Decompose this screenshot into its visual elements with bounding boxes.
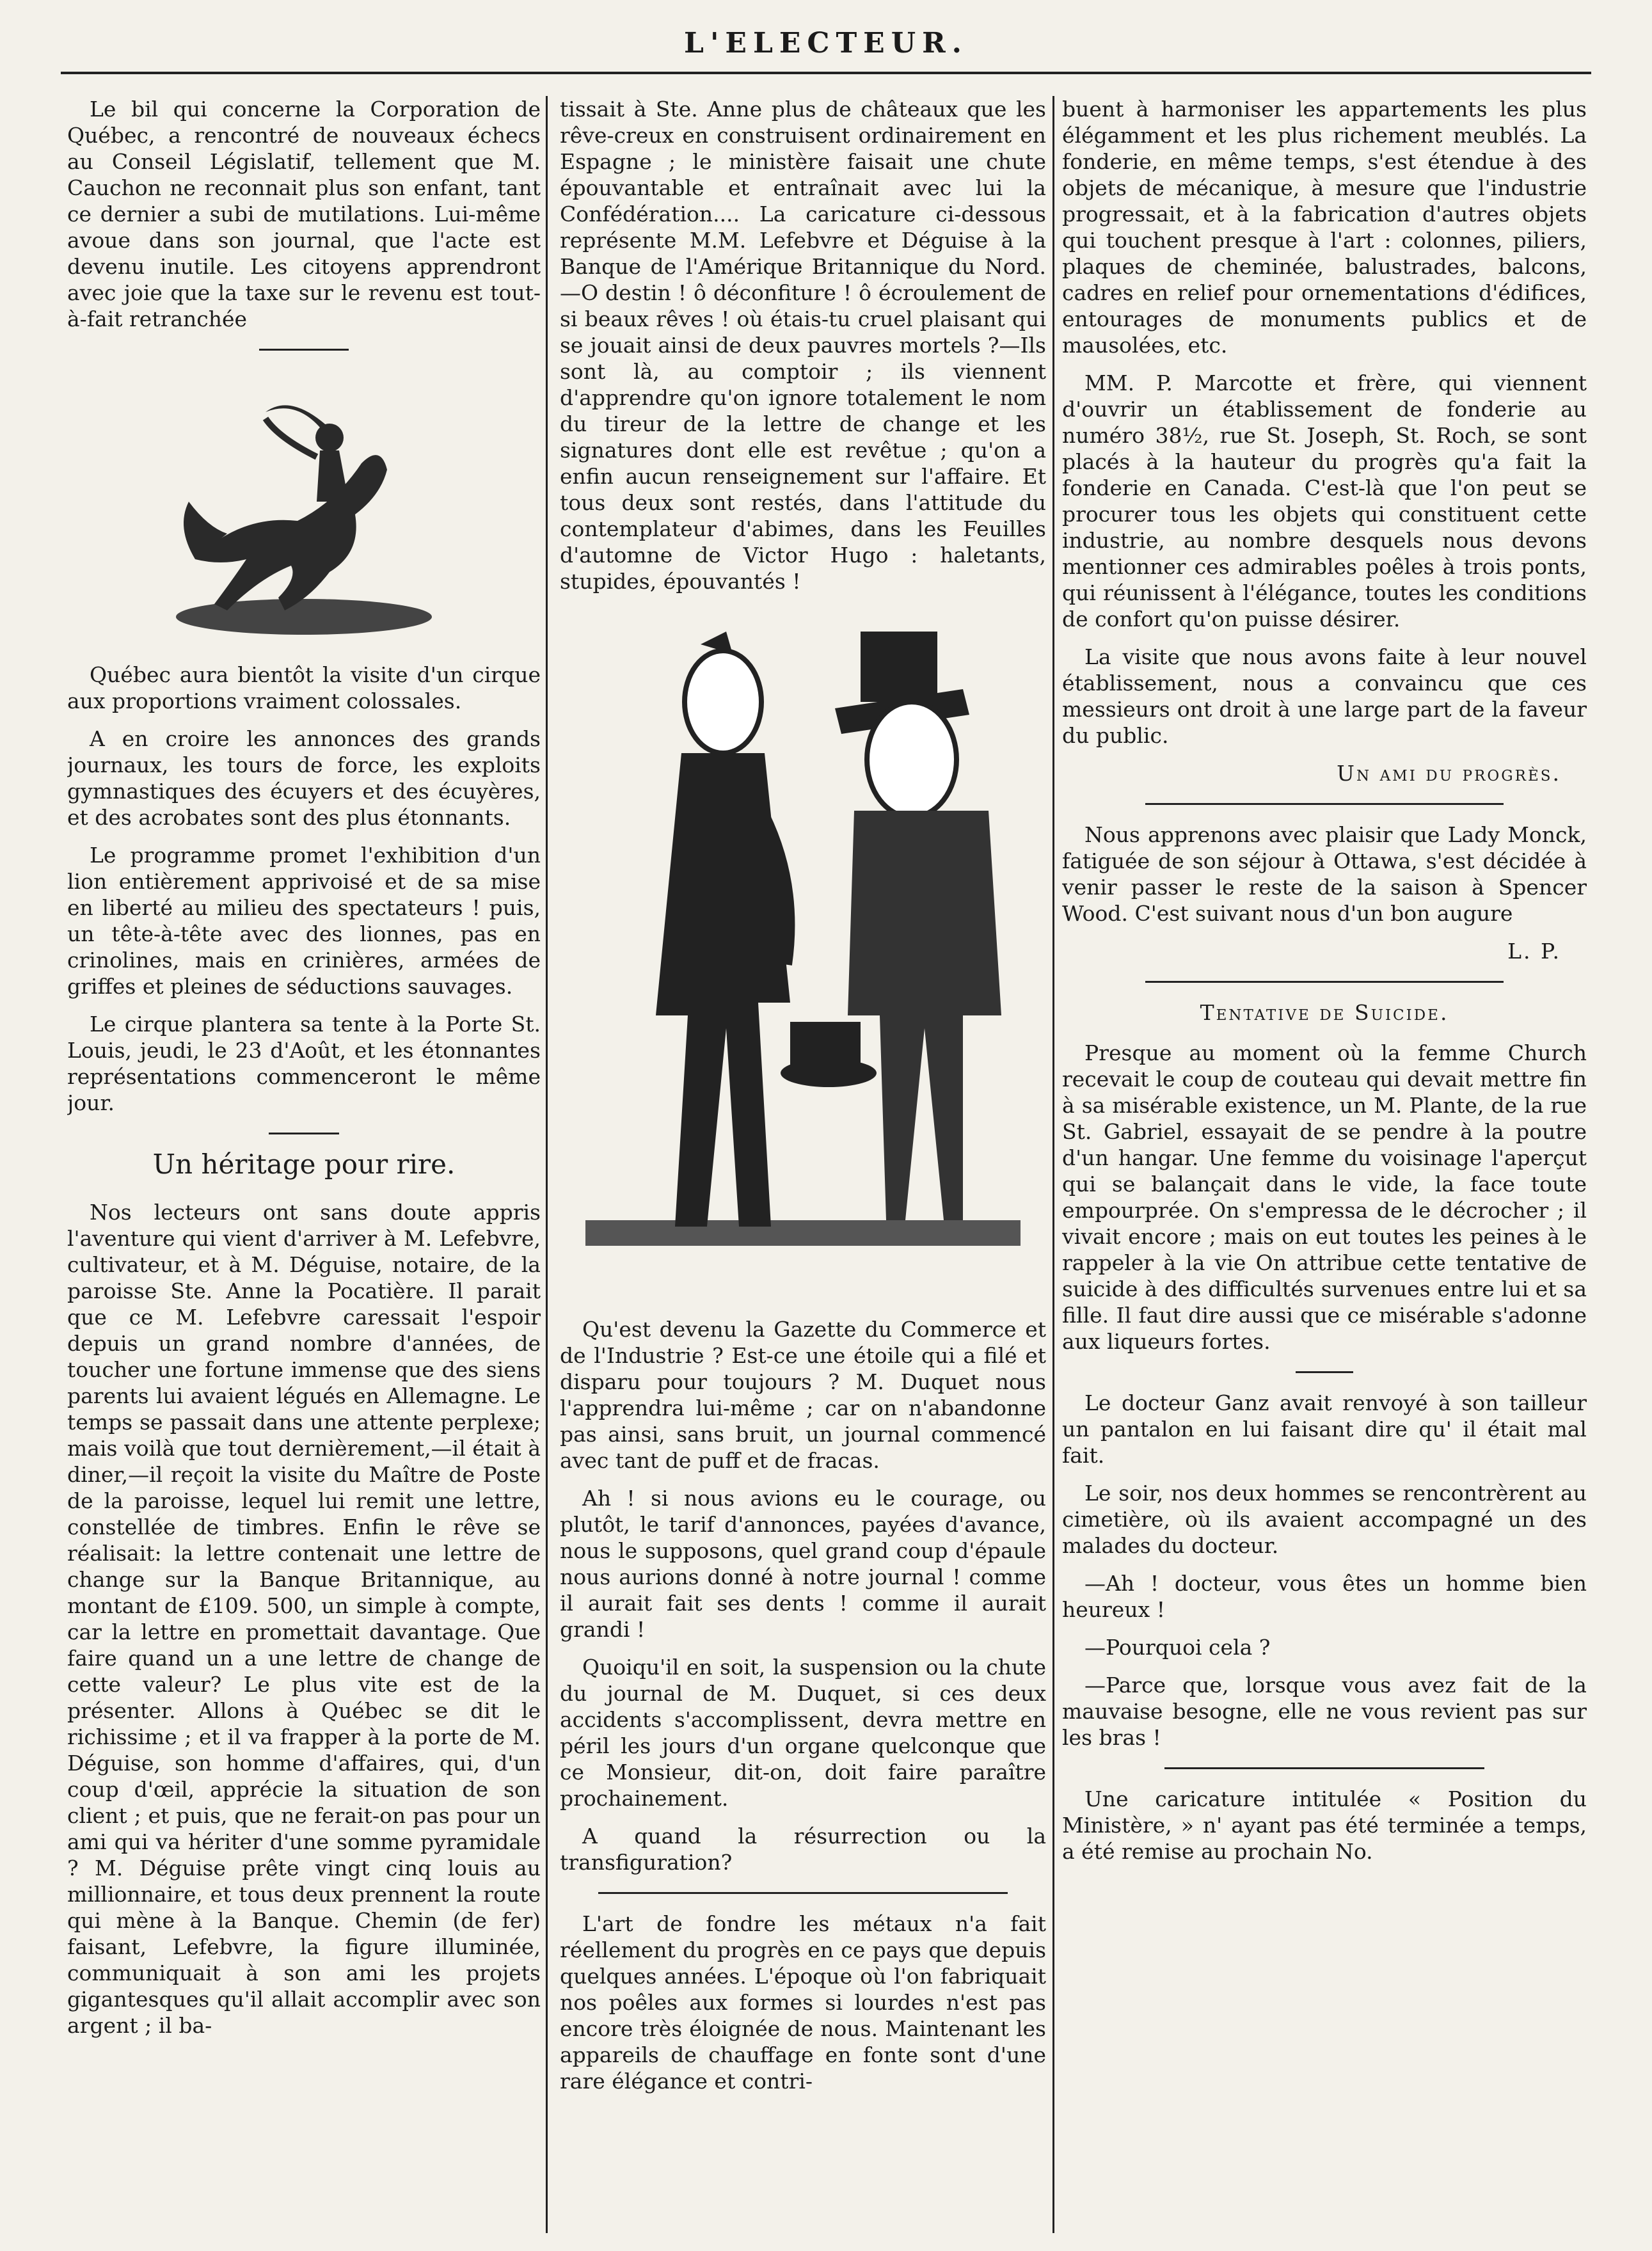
foundry-article-continued: buent à harmoniser les appartements les plus élégamment et les plus richement meublés. La fonderie, en même temps, s'est étendue à des objets de mécanique, à mesure que l'industrie progressait, et à la fabrication d'autres objets qui touchent presque à l'art : colonnes, piliers, plaques de cheminée, balustrades, balcons, cadres en relief pour ornementations d'édifices, entourages de monuments publics et de mausolées, etc. <box>1062 97 1587 358</box>
circus-location: Le cirque plantera sa tente à la Porte St. Louis, jeudi, le 23 d'Août, et les étonnantes représentations commenceront le même jour. <box>67 1012 541 1115</box>
circus-intro: Québec aura bientôt la visite d'un cirque aux proportions vraiment colossales. <box>67 662 541 713</box>
article-heritage-continued: tissait à Ste. Anne plus de châteaux que les rêve-creux en construisent ordinairement en Espagne ; le ministère faisait une chute épouvantable et entraînait avec lui la Confédération.... La caricature ci-dessous représente M.M. Lefebvre et Déguise à la Banque de l'Amérique Britannique du Nord.—O destin ! ô déconfiture ! ô écroulement de si beaux rêves ! où étais-tu cruel plaisant qui se jouait ainsi de deux pauvres mortels ?—Ils sont là, au comptoir ; ils viennent d'apprendre qu'on ignore totalement le nom du tireur de la lettre de change et les signatures dont elle est revêtue ; qu'on a enfin aucun renseignement sur l'affaire. Et tous deux sont restés, dans l'attitude du contemplateur d'abimes, dans les Feuilles d'automne de Victor Hugo : haletants, stupides, épouvantés ! <box>560 97 1046 594</box>
suicide-article: Presque au moment où la femme Church recevait le coup de couteau qui devait mettre fin à sa misérable existence, un M. Plante, de la rue St. Gabriel, essayait de se pendre à la poutre d'un hangar. Une femme du voisinage l'aperçut qui se balançait dans le vide, la face toute empourprée. On s'empressa de le décrocher ; il vivait encore ; mais on eut toutes les peines à le rappeler à la vie On attribue cette tentative de suicide à des difficultés survenues entre lui et sa fille. Il faut dire aussi que ce misérable s'adonne aux liqueurs fortes. <box>1062 1040 1587 1354</box>
newspaper-title: L'ELECTEUR. <box>684 27 968 60</box>
column-3 <box>1062 96 1587 2233</box>
column-divider-1 <box>546 96 548 2233</box>
caricature-notice: Une caricature intitulée « Position du Ministère, » n' ayant pas été terminée a temps, a été remise au prochain No. <box>1062 1786 1587 1864</box>
heading-suicide: Tentative de Suicide. <box>1200 1000 1449 1025</box>
suspension-paragraph: Quoiqu'il en soit, la suspension ou la chute du journal de M. Duquet, si ces deux accidents s'accomplissent, devra mettre en péril les jours d'un organe quelconque que ce Monsieur, dit-on, doit faire paraître prochainement. <box>560 1655 1046 1811</box>
column-divider-2 <box>1052 96 1054 2233</box>
masthead <box>0 0 1652 77</box>
ganz-dialogue-2: —Pourquoi cela ? <box>1084 1635 1271 1660</box>
separator <box>259 349 349 351</box>
separator <box>269 1133 339 1134</box>
ganz-dialogue-1: —Ah ! docteur, vous êtes un homme bien heureux ! <box>1062 1571 1587 1622</box>
advertising-paragraph: Ah ! si nous avions eu le courage, ou plutôt, le tarif d'annonces, payées d'avance, nous le supposons, quel grand coup d'épaule nous aurions donné à notre journal ! comme il aurait fait ses dents ! comme il aurait grandi ! <box>560 1486 1046 1642</box>
resurrection-question: A quand la résurrection ou la transfiguration? <box>560 1824 1046 1875</box>
article-heritage: Nos lecteurs ont sans doute appris l'aventure qui vient d'arriver à M. Lefebvre, cultivateur, et à M. Déguise, notaire, de la paroisse Ste. Anne la Pocatière. Il parait que ce M. Lefebvre caressait l'espoir depuis un grand nombre d'années, de toucher une fortune immense que des siens parents lui avaient légués en Allemagne. Le temps se passait dans une attente perplexe; mais voilà que tout dernièrement,—il était à diner,—il reçoit la visite du Maître de Poste de la paroisse, lequel lui remit une lettre, constellée de timbres. Enfin le rêve se réalisait: la lettre contenait une lettre de change sur la Banque Britannique, au montant de £109. 500, un simple à compte, car la lettre en promettait davantage. Que faire quand un a une lettre de change de cette valeur? Le plus vite est de la présenter. Allons à Québec se dit le richissime ; et il va frapper à la porte de M. Déguise, son homme d'affaires, qui, d'un coup d'œil, apprécie la situation de son client ; et puis, que ne ferait-on pas pour un ami qui va hériter d'une somme pyramidale ? M. Déguise prête vingt cinq louis au millionnaire, et tous deux prennent la route qui mène à la Banque. Chemin (de fer) faisant, Lefebvre, la figure illuminée, communiquait à son ami les projets gigantesques qu'il allait accomplir avec son argent ; il ba- <box>67 1200 541 2038</box>
separator <box>1164 1767 1484 1769</box>
separator <box>1145 803 1504 805</box>
article-heading-heritage: Un héritage pour rire. <box>152 1149 456 1180</box>
circus-rider-illustration <box>170 367 438 642</box>
header-rule <box>61 72 1591 74</box>
marcotte-paragraph: MM. P. Marcotte et frère, qui viennent d'ouvrir un établissement de fonderie au numéro 38½, rue St. Joseph, St. Roch, se sont placés à la hauteur du progrès qu'a fait la fonderie en Canada. C'est-là que l'on peut se procurer tous les objets qui constituent cette industrie, au nombre desquels nous devons mentionner ces admirables poêles à trois ponts, qui réunissent à l'élégance, toutes les conditions de confort qu'on puisse désirer. <box>1062 370 1587 632</box>
ganz-dialogue-3: —Parce que, lorsque vous avez fait de la mauvaise besogne, elle ne vous revient pas sur les bras ! <box>1062 1673 1587 1750</box>
caricature-lefebvre-deguise <box>579 606 1027 1297</box>
circus-announcements: A en croire les annonces des grands journaux, les tours de force, les exploits gymnastiques des écuyers et des écuyères, et des acrobates sont des plus étonnants. <box>67 726 541 830</box>
column-2 <box>560 96 1046 2233</box>
gazette-paragraph: Qu'est devenu la Gazette du Commerce et de l'Industrie ? Est-ce une étoile qui a filé et disparu pour toujours ? M. Duquet nous l'apprendra lui-même ; car on n'abandonne pas ainsi, sans bruit, un journal commencé avec tant de puff et de fracas. <box>560 1317 1046 1473</box>
separator <box>598 1892 1008 1894</box>
lady-monck-paragraph: Nous apprenons avec plaisir que Lady Monck, fatiguée de son séjour à Ottawa, s'est décidée à venir passer le reste de la saison à Spencer Wood. C'est suivant nous d'un bon augure <box>1062 822 1587 926</box>
ganz-paragraph-2: Le soir, nos deux hommes se rencontrèrent au cimetière, où ils avaient accompagné un des malades du docteur. <box>1062 1481 1587 1558</box>
article-corporation: Le bil qui concerne la Corporation de Québec, a rencontré de nouveaux échecs au Conseil Législatif, tellement que M. Cauchon ne reconnait plus son enfant, tant ce dernier a subi de mutilations. Lui-même avoue dans son journal, que l'acte est devenu inutile. Les citoyens apprendront avec joie que la taxe sur le revenu est tout-à-fait retranchée <box>67 97 541 331</box>
signature-ami-du-progres: Un ami du progrès. <box>1337 761 1561 786</box>
separator <box>1296 1371 1353 1373</box>
signature-lp: L. P. <box>1507 939 1561 964</box>
separator <box>1145 981 1504 983</box>
foundry-article: L'art de fondre les métaux n'a fait réellement du progrès en ce pays que depuis quelques années. L'époque où l'on fabriquait nos poêles aux formes si lourdes n'est pas encore très éloignée de nous. Maintenant les appareils de chauffage en fonte sont d'une rare élégance et contri- <box>560 1911 1046 2094</box>
ganz-paragraph-1: Le docteur Ganz avait renvoyé à son tailleur un pantalon en lui faisant dire qu' il était mal fait. <box>1062 1390 1587 1468</box>
visit-paragraph: La visite que nous avons faite à leur nouvel établissement, nous a convaincu que ces messieurs ont droit à une large part de la faveur du public. <box>1062 644 1587 748</box>
column-1 <box>67 96 541 2233</box>
circus-program: Le programme promet l'exhibition d'un lion entièrement apprivoisé et de sa mise en liberté au milieu des spectateurs ! puis, un tête-à-tête avec des lionnes, pas en crinolines, mais en crinières, armées de griffes et pleines de séductions sauvages. <box>67 843 541 999</box>
